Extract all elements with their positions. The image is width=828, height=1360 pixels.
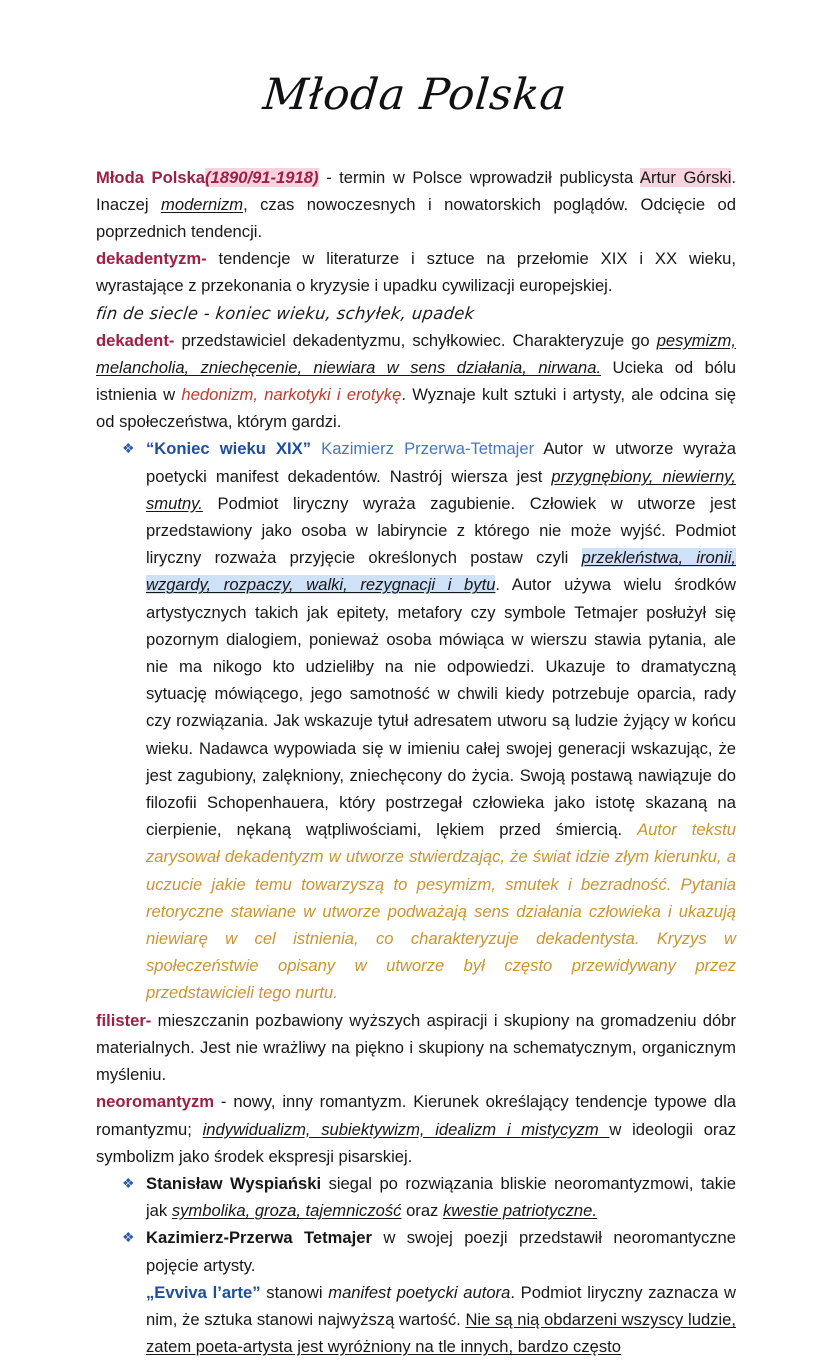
term-modernizm: modernizm	[161, 194, 244, 214]
dekadentyzm-definition: tendencje w literaturze i sztuce na przełomie XIX i XX wieku, wyrastające z przekonania o kryzysie i upadku cywilizacji europejskiej.	[96, 249, 736, 296]
analysis-bullet-list	[96, 435, 736, 1006]
dekadent-def-1: przedstawiciel dekadentyzmu, schyłkowiec. Charakteryzuje go	[174, 330, 657, 350]
tetmajer-seg1: w swojej poezji przedstawił neoromantyczne pojęcie artysty.	[146, 1228, 737, 1275]
term-dekadent: dekadent-	[96, 330, 175, 350]
koniec-wieku-mood: przygnębiony, niewierny, smutny.	[146, 466, 736, 513]
mloda-polska-def-2: . Inaczej	[96, 167, 737, 214]
wyspianski-seg2: oraz	[401, 1201, 443, 1221]
person-artur-gorski: Artur Górski	[639, 167, 732, 187]
author-name-wyspianski: Stanisław Wyspiański	[146, 1173, 322, 1193]
author-bullet-list	[96, 1170, 736, 1279]
page-title: Młoda Polska	[260, 69, 569, 120]
term-neoromantyzm: neoromantyzm	[96, 1092, 215, 1112]
dekadent-traits: pesymizm, melancholia, zniechęcenie, niewiara w sens działania, nirwana.	[96, 330, 736, 377]
bullet-tetmajer	[96, 1224, 736, 1278]
author-tetmajer: Kazimierz Przerwa-Tetmajer	[321, 439, 535, 459]
term-mloda-polska: Młoda Polska	[96, 167, 206, 187]
filister-definition: mieszczanin pozbawiony wyższych aspiracji i skupiony na gromadzeniu dóbr materialnych. Jest nie wrażliwy na piękno i skupiony na schematycznym, organicznym myśleniu.	[96, 1010, 736, 1085]
evviva-seg1: stanowi	[260, 1282, 329, 1302]
mloda-polska-dates: (1890/91-1918)	[205, 167, 319, 187]
term-dekadentyzm: dekadentyzm-	[96, 249, 207, 269]
koniec-wieku-seg2: Podmiot liryczny wyraża zagubienie. Człowiek w utworze jest przedstawiony jako osoba w labiryncie z którego nie może wyjść. Podmiot liryczny rozważa przyjęcie określonych postaw czyli	[146, 493, 736, 568]
koniec-wieku-attitudes: przekleństwa, ironii, wzgardy, rozpaczy, walki, rezygnacji i bytu	[146, 548, 736, 595]
entry-mloda-polska	[96, 164, 736, 246]
entry-dekadent	[96, 327, 736, 436]
evviva-manifest: manifest poetycki autora	[328, 1282, 511, 1302]
term-filister: filister-	[96, 1010, 152, 1030]
neoromantyzm-def-2: w ideologii oraz symbolizm jako środek ekspresji pisarskiej.	[96, 1119, 736, 1166]
notes-page	[0, 29, 828, 1357]
note-fin-de-siecle: fin de siecle - koniec wieku, schyłek, upadek	[94, 303, 476, 323]
diamond-bullet-icon: ❖	[122, 440, 135, 457]
koniec-wieku-conclusion: Autor tekstu zarysował dekadentyzm w utworze stwierdzając, że świat idzie złym kierunku, a uczucie jakie temu towarzyszą to pesymizm, smutek i bezradność. Pytania retoryczne stawiane w utworze podważają sens działania człowieka i ukazują niewiarę w cel istnienia, co charakteryzuje dekadentysta. Kryzys w społeczeństwie opisany w utworze był często przewidywany przez przedstawicieli tego nurtu.	[146, 820, 736, 1003]
diamond-bullet-icon: ❖	[122, 1174, 135, 1191]
work-title-koniec-wieku: “Koniec wieku XIX”	[146, 439, 312, 459]
evviva-closing: Nie są nią obdarzeni wszyscy ludzie, zatem poeta-artysta jest wyróżniony na tle innych, bardzo często	[146, 1309, 736, 1357]
neoromantyzm-def-1: - nowy, inny romantyzm. Kierunek określający tendencje typowe dla romantyzmu;	[96, 1092, 736, 1139]
entry-neoromantyzm	[96, 1088, 736, 1170]
neoromantyzm-features: indywidualizm, subiektywizm, idealizm i mistycyzm	[202, 1119, 610, 1139]
entry-filister	[96, 1007, 736, 1089]
entry-dekadentyzm	[96, 245, 736, 299]
bullet-wyspianski	[96, 1170, 736, 1224]
dekadent-def-2: Ucieka od bólu istnienia w	[96, 357, 736, 405]
mloda-polska-def-3: , czas nowoczesnych i nowatorskich poglądów. Odcięcie od poprzednich tendencji.	[96, 194, 736, 241]
wyspianski-seg1: siegal po rozwiązania bliskie neoromantyzmowi, takie jak	[146, 1173, 736, 1221]
wyspianski-traits-1: symbolika, groza, tajemniczość	[171, 1201, 402, 1221]
koniec-wieku-seg3: . Autor używa wielu środków artystycznych takich jak epitety, metafory czy symbole Tetmajer posłużył się pozornym dialogiem, ponieważ osoba mówiąca w wierszu stawia pytania, ale nie ma nikogo kto udzieliłby na nie odpowiedzi. Ukazuje to dramatyczną sytuację mówiącego, jego samotność w chwili kiedy potrzebuje oparcia, rady czy rozwiązania. Jak wskazuje tytuł adresatem utworu są ludzie żyjący w końcu wieku. Nadawca wypowiada się w imieniu całej swojej generacji wskazując, że jest zagubiony, zalękniony, zniechęcony do życia. Swoją postawą nawiązuje do filozofii Schopenhauera, który postrzegał człowieka jako istotę skazaną na cierpienie, nękaną wątpliwościami, lękiem przed śmiercią.	[146, 575, 736, 840]
entry-evviva-larte	[96, 1279, 736, 1360]
diamond-bullet-icon: ❖	[122, 1229, 135, 1246]
evviva-seg2: . Podmiot liryczny zaznacza w nim, że sztuka stanowi najwyższą wartość.	[146, 1282, 737, 1329]
wyspianski-traits-2: kwestie patriotyczne.	[442, 1201, 598, 1221]
work-title-evviva: „Evviva l’arte”	[146, 1282, 261, 1302]
mloda-polska-def-1: - termin w Polsce wprowadził publicysta	[318, 167, 640, 187]
koniec-wieku-seg1: Autor w utworze wyraża poetycki manifest dekadentów. Nastrój wiersza jest	[146, 439, 736, 486]
dekadent-escapes: hedonizm, narkotyki i erotykę	[181, 385, 402, 405]
author-name-tetmajer: Kazimierz-Przerwa Tetmajer	[146, 1228, 372, 1248]
bullet-koniec-wieku	[96, 435, 736, 1006]
dekadent-def-3: . Wyznaje kult sztuki i artysty, ale odcina się od społeczeństwa, którym gardzi.	[96, 385, 736, 432]
